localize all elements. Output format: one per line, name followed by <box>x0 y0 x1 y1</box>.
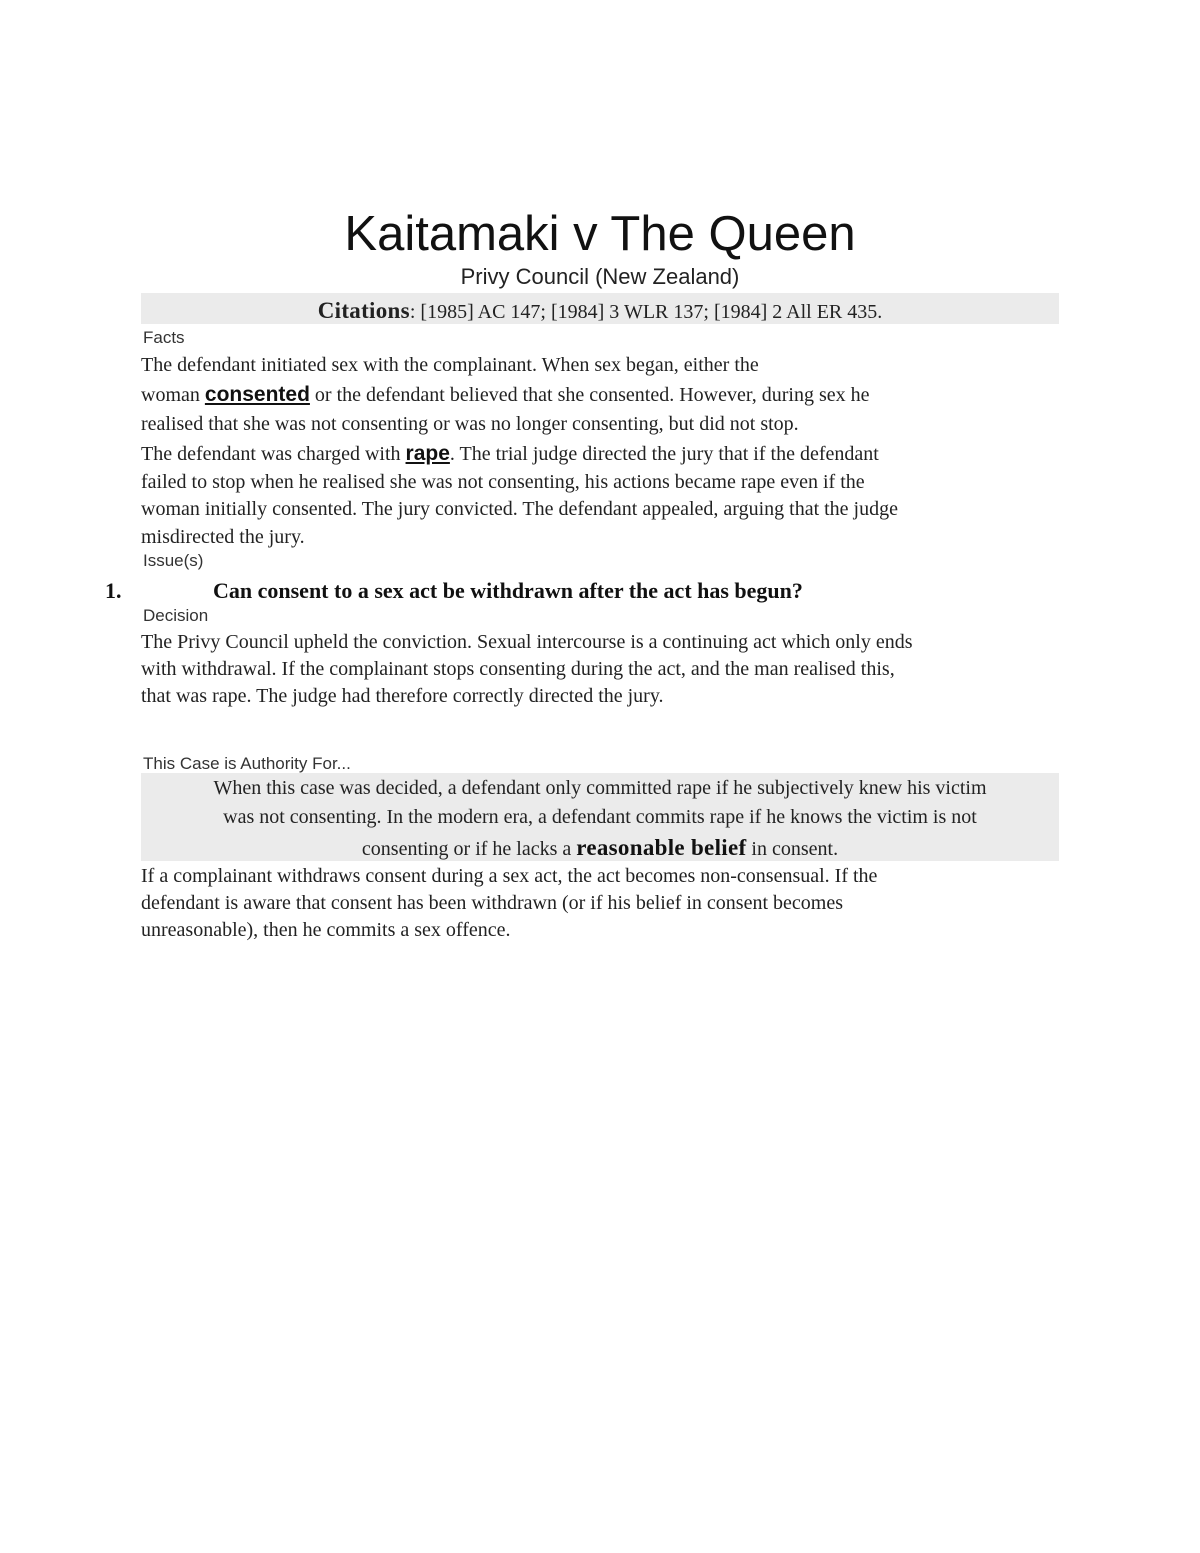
facts-paragraph-2 <box>141 440 1071 551</box>
authority-paragraph <box>141 863 1071 944</box>
facts-p1-line1: The defendant initiated sex with the complainant. When sex began, either the <box>141 354 759 376</box>
court-subtitle: Privy Council (New Zealand) <box>460 264 740 289</box>
issue-question: Can consent to a sex act be withdrawn after the act has begun? <box>213 578 803 603</box>
facts-p1-line2-start: woman <box>141 384 205 406</box>
authority-box-line2: was not consenting. In the modern era, a defendant commits rape if he knows the victim is not <box>223 806 977 828</box>
issues-heading: Issue(s) <box>143 551 204 570</box>
keyword-reasonable-belief: reasonable belief <box>576 835 747 860</box>
authority-box-line3 <box>141 831 1059 866</box>
citations-label: Citations <box>317 298 410 323</box>
facts-p1-line3: realised that she was not consenting or was no longer consenting, but did not stop. <box>141 413 799 435</box>
keyword-consented: consented <box>204 383 310 406</box>
facts-p2-line2: failed to stop when he realised she was not consenting, his actions became rape even if the <box>141 470 865 493</box>
facts-p1-line2 <box>141 380 1071 410</box>
page-title: Kaitamaki v The Queen <box>344 207 856 261</box>
authority-line1: If a complainant withdraws consent during a sex act, the act becomes non-consensual. If the <box>141 865 878 887</box>
facts-p2-line1-end: . The trial judge directed the jury that if the defendant <box>449 443 879 465</box>
decision-paragraph <box>141 629 1071 710</box>
decision-line2: with withdrawal. If the complainant stops consenting during the act, and the man realised this, <box>141 658 895 680</box>
authority-box <box>141 773 1059 861</box>
authority-box-line1: When this case was decided, a defendant only committed rape if he subjectively knew his victim <box>213 777 987 799</box>
decision-heading: Decision <box>143 606 209 625</box>
facts-p1-line2-end: or the defendant believed that she consented. However, during sex he <box>309 384 870 406</box>
keyword-rape: rape <box>405 442 450 465</box>
facts-paragraph-1 <box>141 351 1071 439</box>
decision-line1: The Privy Council upheld the conviction. Sexual intercourse is a continuing act which only ends <box>141 631 913 653</box>
authority-box-line3-start: consenting or if he lacks a <box>361 838 577 860</box>
authority-line2: defendant is aware that consent has been withdrawn (or if his belief in consent becomes <box>141 892 843 914</box>
issue-number: 1. <box>105 578 122 603</box>
facts-heading: Facts <box>143 328 185 347</box>
facts-p2-line4: misdirected the jury. <box>141 525 305 548</box>
authority-heading: This Case is Authority For... <box>143 754 351 773</box>
authority-box-line3-end: in consent. <box>746 838 839 860</box>
decision-line3: that was rape. The judge had therefore correctly directed the jury. <box>141 685 664 707</box>
citations-text: : [1985] AC 147; [1984] 3 WLR 137; [1984] 2 All ER 435. <box>409 301 883 323</box>
authority-line3: unreasonable), then he commits a sex offence. <box>141 919 511 941</box>
citations-box <box>141 293 1059 324</box>
facts-p2-line1 <box>141 440 1071 469</box>
facts-p2-line1-start: The defendant was charged with <box>141 443 406 465</box>
facts-p2-line3: woman initially consented. The jury convicted. The defendant appealed, arguing that the judge <box>141 498 898 520</box>
